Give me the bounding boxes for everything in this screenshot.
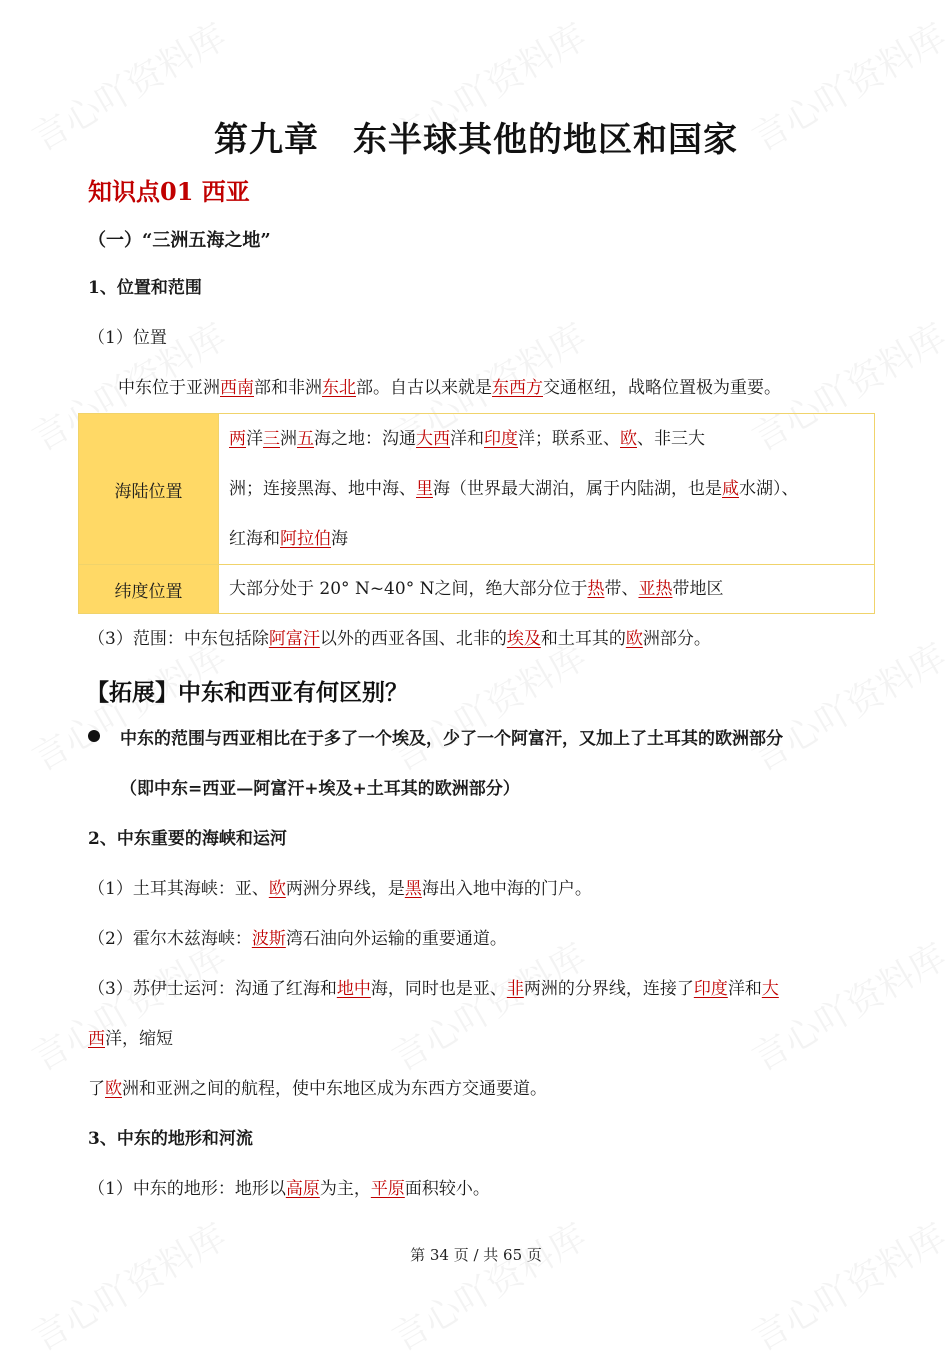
text-segment: 洲 <box>280 429 297 449</box>
chapter-name: 东半球其他的地区和国家 <box>353 120 738 160</box>
watermark <box>382 629 595 781</box>
answer-blank: 欧 <box>268 879 286 899</box>
answer-blank: 波斯 <box>251 929 286 949</box>
answer-blank: 非 <box>506 979 524 999</box>
text-segment: 洋 <box>246 429 263 449</box>
terrain-paragraph <box>88 1178 490 1200</box>
answer-blank: 高原 <box>285 1179 320 1199</box>
watermark <box>22 929 235 1081</box>
page-title <box>0 112 952 161</box>
text-segment: 两洲分界线，是 <box>285 879 405 899</box>
bullet-icon <box>88 730 100 742</box>
text-segment: 洋和 <box>727 979 762 999</box>
text-segment: 海之地：沟通 <box>314 429 416 449</box>
answer-blank: 印度 <box>693 979 728 999</box>
text-segment: 为主， <box>319 1179 371 1199</box>
answer-blank: 两 <box>229 429 246 449</box>
extension-note: （即中东=西亚—阿富汗+埃及+土耳其的欧洲部分） <box>120 779 520 799</box>
watermark <box>742 629 952 781</box>
text-segment: （3）苏伊士运河：沟通了红海和 <box>88 979 337 999</box>
answer-blank: 大西 <box>416 429 450 449</box>
knowledge-point-heading: 知识点01 西亚 <box>88 177 250 206</box>
text-segment: 部。自古以来就是 <box>356 378 492 398</box>
text-segment: 海（世界最大湖泊，属于内陆湖，也是 <box>433 479 722 499</box>
subsection-heading-straits: 2、中东重要的海峡和运河 <box>88 829 287 849</box>
answer-blank: 地中 <box>336 979 371 999</box>
table-line <box>229 464 874 514</box>
watermark <box>382 929 595 1081</box>
text-segment: 海，同时也是亚、 <box>370 979 507 999</box>
answer-blank: 五 <box>297 429 314 449</box>
section-heading: （一）“三洲五海之地” <box>88 230 271 251</box>
answer-blank: 平原 <box>370 1179 405 1199</box>
text-segment: 洋；联系亚、 <box>518 429 620 449</box>
location-paragraph <box>118 377 781 399</box>
extension-heading: 【拓展】中东和西亚有何区别？ <box>86 679 408 706</box>
suez-canal-line <box>88 1078 547 1100</box>
text-segment: 大部分处于 20° N~40° N之间，绝大部分位于 <box>229 579 588 599</box>
strait-hormuz <box>88 928 507 950</box>
answer-blank: 西南 <box>220 378 254 398</box>
answer-blank: 黑 <box>404 879 422 899</box>
text-segment: 洋，缩短 <box>105 1029 173 1049</box>
text-segment: （1）中东的地形：地形以 <box>88 1179 286 1199</box>
answer-blank: 欧 <box>105 1079 122 1099</box>
position-table <box>78 413 875 614</box>
item-label: （1）位置 <box>88 328 167 348</box>
range-paragraph <box>88 628 711 650</box>
answer-blank: 咸 <box>722 479 739 499</box>
extension-bullet-text: 中东的范围与西亚相比在于多了一个埃及，少了一个阿富汗，又加上了土耳其的欧洲部分 <box>120 729 783 749</box>
text-segment: 洋和 <box>450 429 484 449</box>
text-segment: 水湖）、 <box>739 479 799 499</box>
answer-blank: 三 <box>263 429 280 449</box>
text-segment: （3）范围：中东包括除 <box>88 629 269 649</box>
text-segment: 中东位于亚洲 <box>118 378 220 398</box>
table-row <box>79 565 875 614</box>
text-segment: （1）土耳其海峡：亚、 <box>88 879 269 899</box>
table-row <box>79 414 875 565</box>
answer-blank: 大 <box>761 979 779 999</box>
row-label-sea-land: 海陆位置 <box>79 414 219 565</box>
answer-blank: 里 <box>416 479 433 499</box>
text-segment: 了 <box>88 1079 105 1099</box>
row-label-latitude: 纬度位置 <box>79 565 219 614</box>
watermark <box>382 1209 595 1361</box>
text-segment: 海 <box>331 529 348 549</box>
table-line <box>229 565 874 613</box>
text-segment: 面积较小。 <box>404 1179 490 1199</box>
row-content-latitude <box>219 565 875 614</box>
text-segment: 洲和亚洲之间的航程，使中东地区成为东西方交通要道。 <box>122 1079 547 1099</box>
row-content-sea-land <box>219 414 875 565</box>
answer-blank: 东西方 <box>492 378 543 398</box>
table-line <box>229 514 874 564</box>
text-segment: 交通枢纽，战略位置极为重要。 <box>543 378 781 398</box>
answer-blank: 印度 <box>484 429 518 449</box>
text-segment: 洲部分。 <box>642 629 711 649</box>
strait-turkey <box>88 878 592 900</box>
subsection-heading-terrain: 3、中东的地形和河流 <box>88 1129 253 1149</box>
text-segment: 以外的西亚各国、北非的 <box>319 629 507 649</box>
chapter-number: 第九章 <box>214 120 319 160</box>
page-footer: 第 34 页 / 共 65 页 <box>410 1246 542 1264</box>
text-segment: （2）霍尔木兹海峡： <box>88 929 252 949</box>
text-segment: 洲；连接黑海、地中海、 <box>229 479 416 499</box>
text-segment: 带、 <box>604 579 639 599</box>
answer-blank: 欧 <box>620 429 637 449</box>
subsection-heading-location: 1、位置和范围 <box>88 278 202 298</box>
text-segment: 和土耳其的 <box>540 629 626 649</box>
text-segment: 带地区 <box>672 579 724 599</box>
answer-blank: 阿拉伯 <box>280 529 331 549</box>
answer-blank: 阿富汗 <box>268 629 320 649</box>
text-segment: 海出入地中海的门户。 <box>421 879 592 899</box>
text-segment: 两洲的分界线，连接了 <box>523 979 694 999</box>
watermark <box>742 929 952 1081</box>
watermark <box>22 1209 235 1361</box>
answer-blank: 亚热 <box>638 579 673 599</box>
answer-blank: 热 <box>587 579 605 599</box>
answer-blank: 欧 <box>625 629 643 649</box>
answer-blank: 东北 <box>322 378 356 398</box>
text-segment: 湾石油向外运输的重要通道。 <box>285 929 507 949</box>
answer-blank: 埃及 <box>506 629 541 649</box>
text-segment: 、非三大 <box>637 429 705 449</box>
suez-canal-line <box>88 1028 173 1050</box>
text-segment: 红海和 <box>229 529 280 549</box>
suez-canal-line <box>88 978 779 1000</box>
table-line <box>229 414 874 464</box>
watermark <box>742 1209 952 1361</box>
answer-blank: 西 <box>88 1029 105 1049</box>
text-segment: 部和非洲 <box>254 378 322 398</box>
